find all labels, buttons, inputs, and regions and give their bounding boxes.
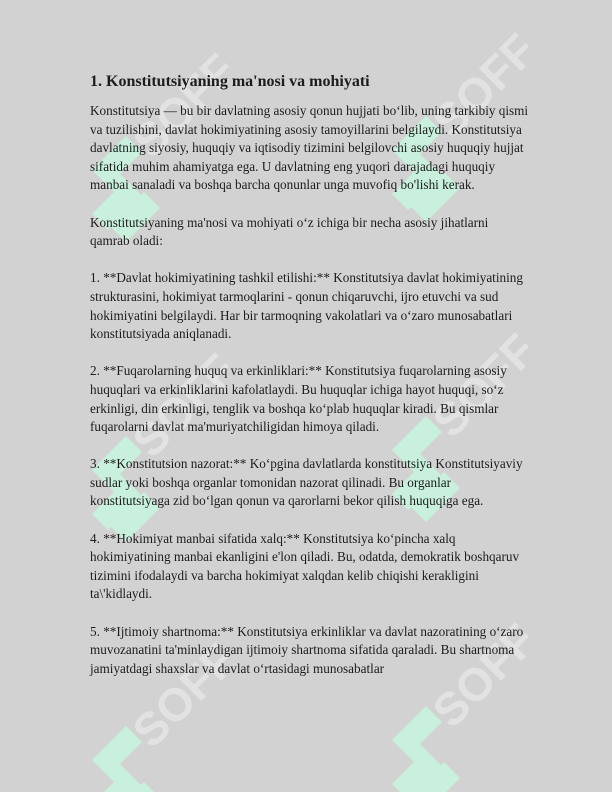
list-item-rights: 2. **Fuqarolarning huquq va erkinliklari:** Konstitutsiya fuqarolarning asosiy huquqlari va erkinliklarini kafolatlaydi. Bu huquqlar ichiga hayot huquqi, so‘z erkinligi, din erkinligi, tenglik va boshqa ko‘plab huquqlar kiradi. Bu qismlar fuqarolarni davlat ma'muriyatchiligidan himoya qiladi. [90,363,507,435]
list-item-people: 4. **Hokimiyat manbai sifatida xalq:** Konstitutsiya ko‘pincha xalq hokimiyatining manbai ekanligini e'lon qiladi. Bu, odatda, demokratik boshqaruv tizimini ifodalaydi va barcha hokimiyat xalqdan kelib chiqishi kerakligini ta\'kidlaydi. [90,530,520,602]
list-item-government: 1. **Davlat hokimiyatining tashkil etilishi:** Konstitutsiya davlat hokimiyatining strukturasini, hokimiyat tarmoqlarini - qonun chiqaruvchi, ijro etuvchi va sud hokimiyatini belgilaydi. Har bir tarmoqning vakolatlari va o‘zaro munosabatlari konstitutsiyada aniqlanadi. [90,270,523,342]
list-item-social-contract: 5. **Ijtimoiy shartnoma:** Konstitutsiya erkinliklar va davlat nazoratining o‘zaro muvozanatini ta'minlaydigan ijtimoiy shartnoma sifatida qaraladi. Bu shartnoma jamiyatdagi shaxslar va davlat o‘rtasidagi munosabatlar [90,623,524,676]
lead-in-paragraph: Konstitutsiyaning ma'nosi va mohiyati o‘z ichiga bir necha asosiy jihatlarni qamrab oladi: [90,214,489,249]
list-item-control: 3. **Konstitutsion nazorat:** Ko‘pgina davlatlarda konstitutsiya Konstitutsiyaviy sudlar yoki boshqa organlar tomonidan nazorat qilinadi. Bu organlar konstitutsiyaga zid bo‘lgan qonun va qarorlarni bekor qilish huquqiga ega. [90,456,523,509]
intro-paragraph: Konstitutsiya — bu bir davlatning asosiy qonun hujjati bo‘lib, uning tarkibiy qismi va tuzilishini, davlat hokimiyatining asosiy tamoyillarini belgilaydi. Konstitutsiya davlatning siyosiy, huquqiy va iqtisodiy tizimini belgilovchi asosiy huquqiy hujjat sifatida muhim ahamiyatga ega. U davlatning eng yuqori darajadagi huquqiy manbai sanaladi va boshqa barcha qonunlar unga muvofiq bo'lishi kerak. [90,103,529,193]
document-page [90,72,530,697]
page-title: 1. Konstitutsiyaning ma'nosi va mohiyati [90,73,370,90]
